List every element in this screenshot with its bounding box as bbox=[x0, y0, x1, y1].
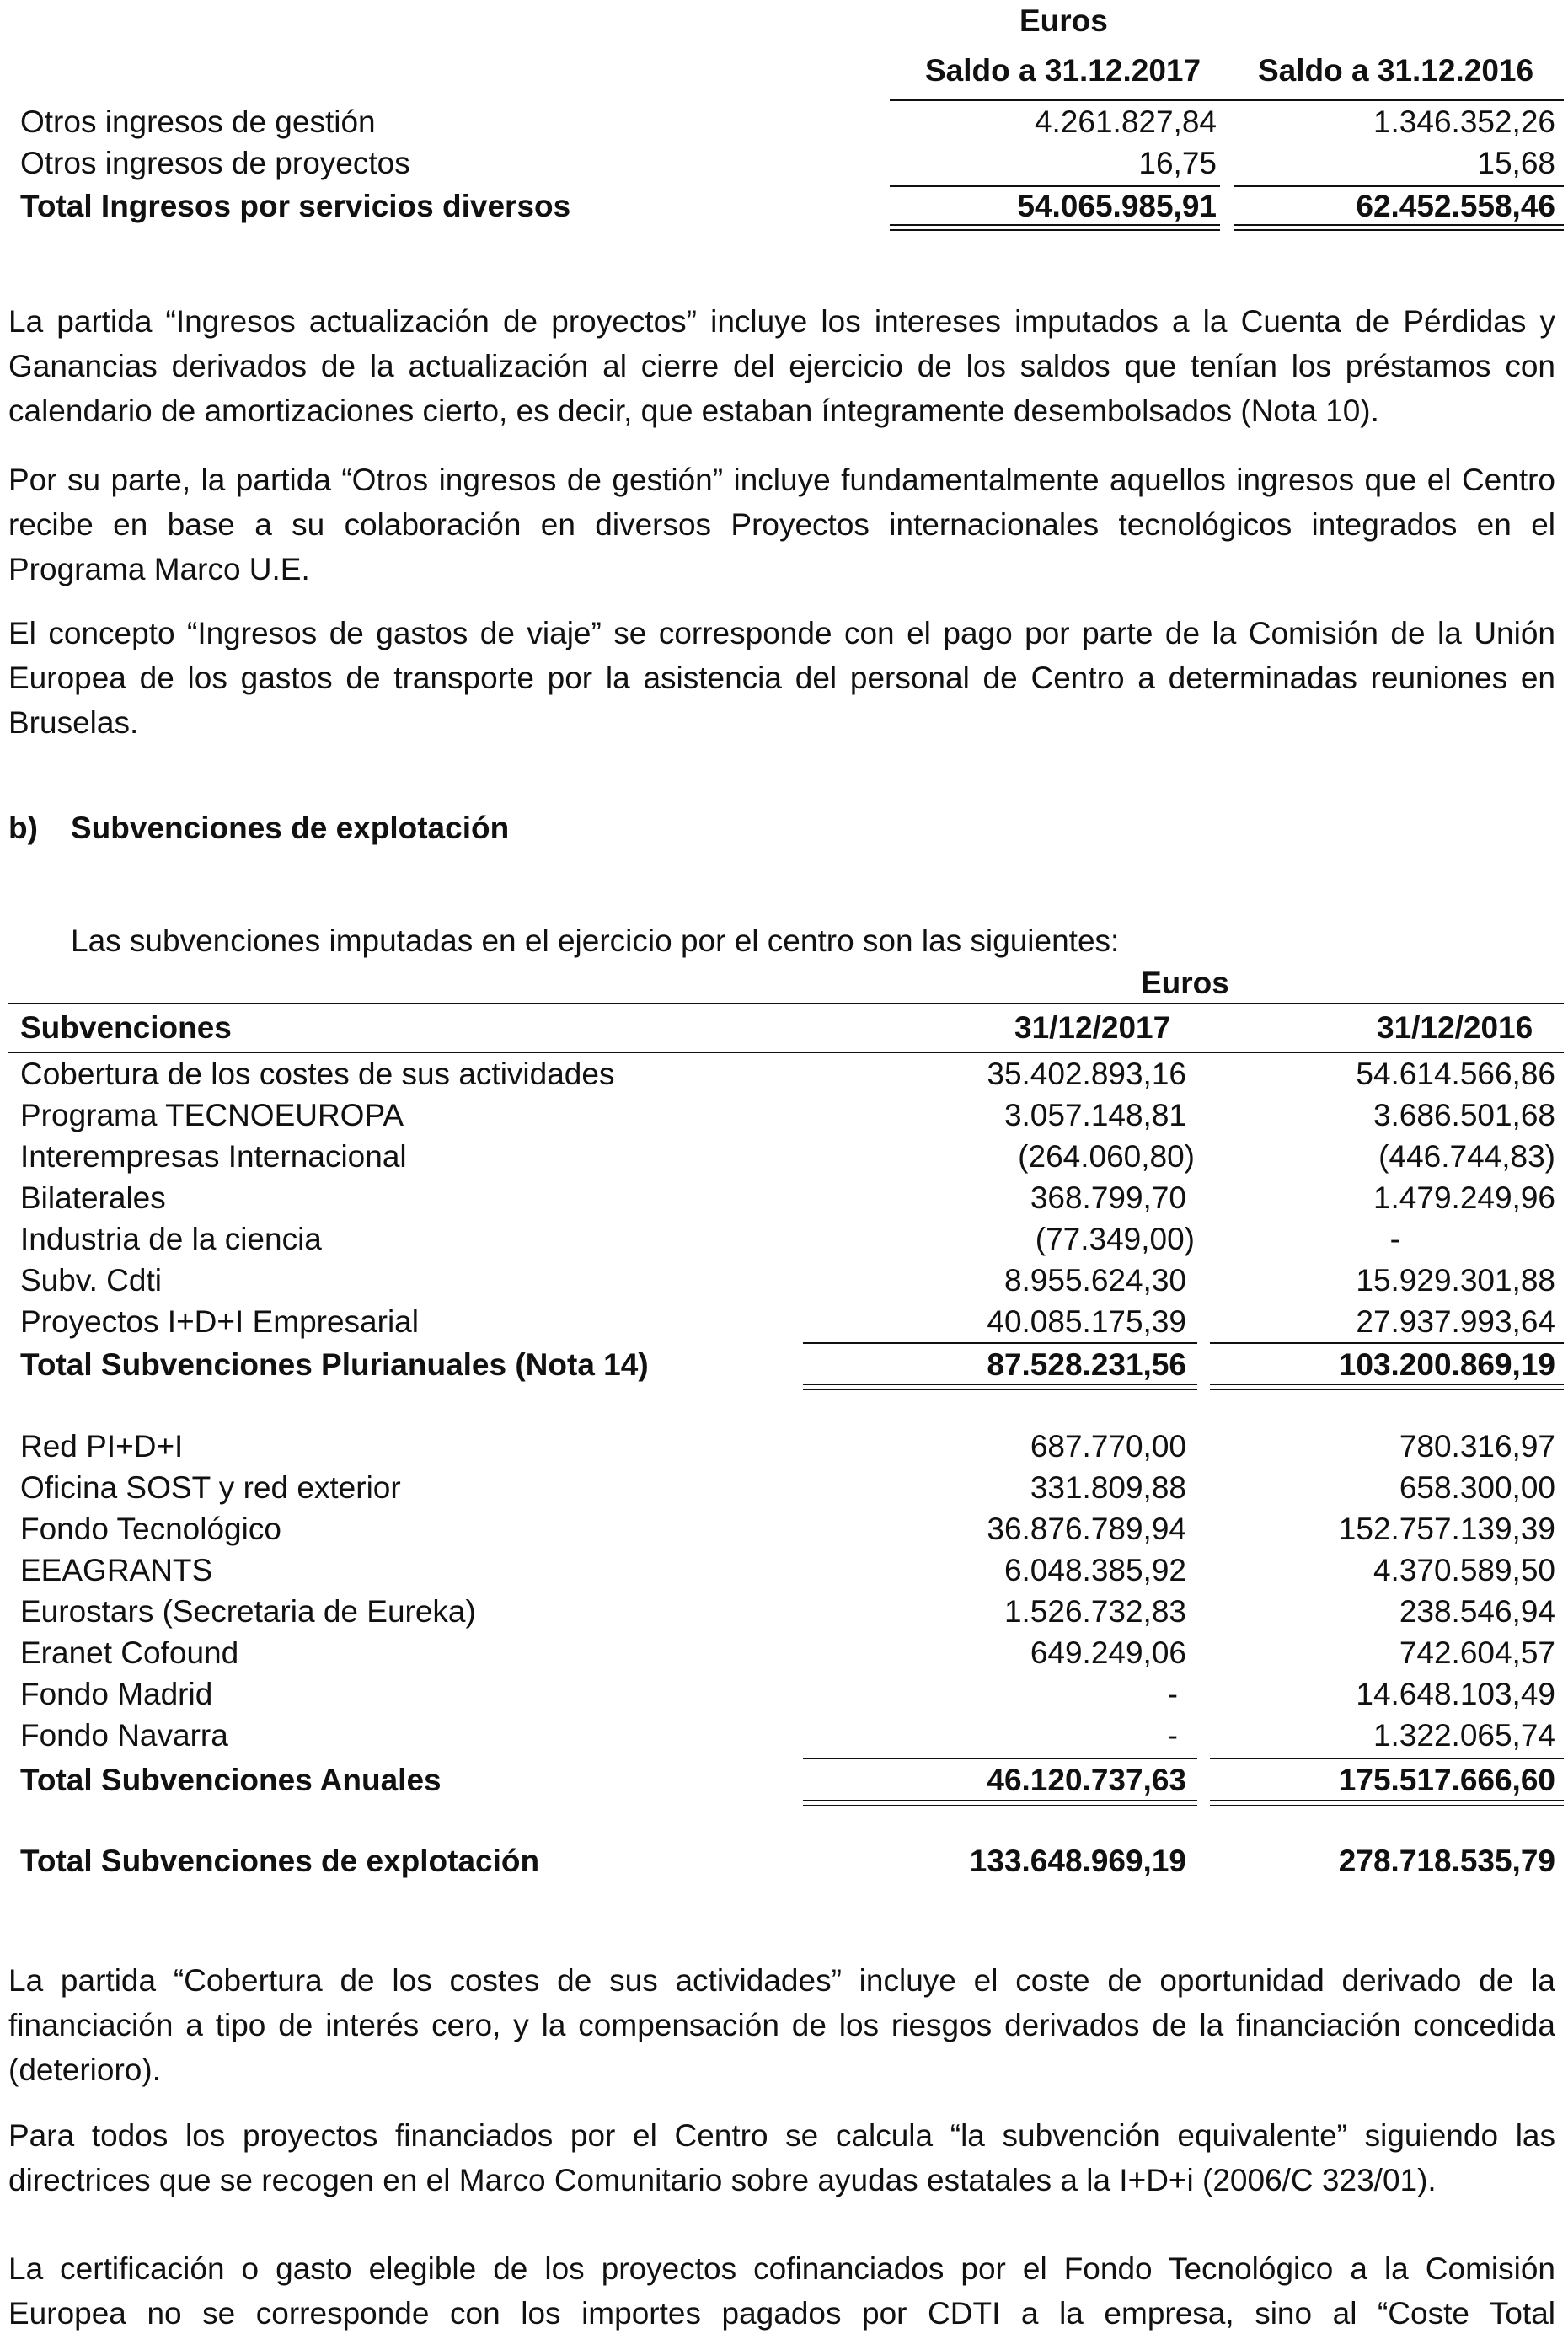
total-double-rule bbox=[1210, 1384, 1564, 1390]
table-total-row bbox=[8, 1344, 1564, 1385]
value-2016: 1.322.065,74 bbox=[1373, 1718, 1555, 1753]
value-2016: 238.546,94 bbox=[1399, 1594, 1555, 1629]
table1-currency-label: Euros bbox=[1019, 3, 1108, 38]
value-2016: 15,68 bbox=[1477, 146, 1555, 180]
row-label: Cobertura de los costes de sus actividades bbox=[20, 1057, 615, 1091]
value-2016: 54.614.566,86 bbox=[1356, 1057, 1555, 1091]
paragraph: La certificación o gasto elegible de los proyectos cofinanciados por el Fondo Tecnológico a la Comisión Europea no se corresponde con los importes pagados por CDTI a la empresa, sino al “Coste Total bbox=[8, 2251, 1555, 2331]
value-2016: 742.604,57 bbox=[1399, 1635, 1555, 1670]
value-2016: (446.744,83) bbox=[1378, 1139, 1555, 1174]
value-2016: 1.346.352,26 bbox=[1373, 104, 1555, 139]
paragraph: El concepto “Ingresos de gastos de viaje” se corresponde con el pago por parte de la Comisión de la Unión Europea de los gastos de transporte por la asistencia del personal de Centro a determinadas reuniones en Bruselas. bbox=[8, 616, 1555, 740]
total-2016: 103.200.869,19 bbox=[1338, 1347, 1555, 1382]
table-total-row bbox=[8, 185, 1564, 227]
total-double-rule bbox=[1210, 1800, 1564, 1806]
table-row bbox=[8, 1260, 1564, 1301]
section-letter: b) bbox=[8, 811, 38, 845]
table-row bbox=[8, 1136, 1564, 1177]
value-2016: 1.479.249,96 bbox=[1373, 1180, 1555, 1215]
paragraph: La partida “Ingresos actualización de proyectos” incluye los intereses imputados a la Cuenta de Pérdidas y Ganancias derivados de la actualización al cierre del ejercicio de los saldos que tenían los préstamos con calendario de amortizaciones cierto, es decir, que estaban íntegramente desembolsados (Nota 10). bbox=[8, 304, 1555, 428]
row-label: Fondo Madrid bbox=[20, 1677, 213, 1711]
table1-col-2017-header: Saldo a 31.12.2017 bbox=[925, 53, 1201, 88]
row-label: Oficina SOST y red exterior bbox=[20, 1470, 401, 1505]
total-label: Total Subvenciones Plurianuales (Nota 14) bbox=[20, 1347, 649, 1382]
row-label: Otros ingresos de proyectos bbox=[20, 146, 410, 180]
table-intro: Las subvenciones imputadas en el ejercicio por el centro son las siguientes: bbox=[71, 923, 1120, 958]
row-label: Proyectos I+D+I Empresarial bbox=[20, 1304, 419, 1339]
total-double-rule bbox=[803, 1800, 1197, 1806]
row-label: Interempresas Internacional bbox=[20, 1139, 407, 1174]
total-2017: 54.065.985,91 bbox=[1017, 189, 1217, 223]
table-row bbox=[8, 1591, 1564, 1632]
table-row bbox=[8, 1095, 1564, 1136]
grand-total-row bbox=[8, 1840, 1564, 1881]
row-label: Programa TECNOEUROPA bbox=[20, 1098, 404, 1132]
value-2016: 14.648.103,49 bbox=[1356, 1677, 1555, 1711]
table-row bbox=[8, 1673, 1564, 1715]
row-label: Otros ingresos de gestión bbox=[20, 104, 376, 139]
value-2017: 6.048.385,92 bbox=[1003, 1553, 1186, 1587]
total-label: Total Subvenciones Anuales bbox=[20, 1763, 442, 1797]
table-total-row bbox=[8, 1759, 1564, 1801]
paragraph: Por su parte, la partida “Otros ingresos de gestión” incluye fundamentalmente aquellos ingresos que el Centro recibe en base a su colaboración en diversos Proyectos internacionales tecnológicos integrados en el Programa Marco U.E. bbox=[8, 463, 1555, 586]
table1-col-2016-header: Saldo a 31.12.2016 bbox=[1258, 53, 1534, 88]
value-2017: 40.085.175,39 bbox=[987, 1304, 1186, 1339]
paragraph: La partida “Cobertura de los costes de sus actividades” incluye el coste de oportunidad derivado de la financiación a tipo de interés cero, y la compensación de los riesgos derivados de la financiación concedida (deterioro). bbox=[8, 1963, 1555, 2087]
value-2017: 36.876.789,94 bbox=[987, 1512, 1186, 1546]
value-2017: (77.349,00) bbox=[1035, 1222, 1195, 1256]
value-2017: 16,75 bbox=[1138, 146, 1217, 180]
section-title: Subvenciones de explotación bbox=[71, 811, 510, 845]
value-2017: 368.799,70 bbox=[1030, 1180, 1186, 1215]
table-row bbox=[8, 1715, 1564, 1756]
table-row bbox=[8, 1508, 1564, 1550]
total-label: Total Ingresos por servicios diversos bbox=[20, 189, 571, 223]
value-2017: 1.526.732,83 bbox=[1003, 1594, 1186, 1629]
value-2017: 8.955.624,30 bbox=[1003, 1263, 1186, 1298]
value-2017: - bbox=[1167, 1718, 1178, 1753]
total-double-rule bbox=[890, 224, 1220, 231]
grand-total-2017: 133.648.969,19 bbox=[969, 1844, 1186, 1878]
grand-total-label: Total Subvenciones de explotación bbox=[20, 1844, 540, 1878]
value-2017: 649.249,06 bbox=[1030, 1635, 1186, 1670]
value-2016: 3.686.501,68 bbox=[1373, 1098, 1555, 1132]
paragraph: Para todos los proyectos financiados por el Centro se calcula “la subvención equivalente” siguiendo las directrices que se recogen en el Marco Comunitario sobre ayudas estatales a la I+D+i (2006/C 323/01). bbox=[8, 2118, 1555, 2197]
value-2016: 4.370.589,50 bbox=[1373, 1553, 1555, 1587]
value-2016: 152.757.139,39 bbox=[1338, 1512, 1555, 1546]
total-2016: 175.517.666,60 bbox=[1338, 1763, 1555, 1797]
value-2017: - bbox=[1167, 1677, 1178, 1711]
row-label: Fondo Navarra bbox=[20, 1718, 228, 1753]
table-row bbox=[8, 1426, 1564, 1467]
table-row bbox=[8, 1218, 1564, 1260]
table-row bbox=[8, 1632, 1564, 1673]
value-2016: 15.929.301,88 bbox=[1356, 1263, 1555, 1298]
value-2017: 4.261.827,84 bbox=[1034, 104, 1217, 139]
grand-total-2016: 278.718.535,79 bbox=[1338, 1844, 1555, 1878]
row-label: Fondo Tecnológico bbox=[20, 1512, 281, 1546]
value-2016: 658.300,00 bbox=[1399, 1470, 1555, 1505]
total-2017: 46.120.737,63 bbox=[987, 1763, 1186, 1797]
table-row bbox=[8, 1301, 1564, 1342]
table-row bbox=[8, 1177, 1564, 1218]
value-2016: 27.937.993,64 bbox=[1356, 1304, 1555, 1339]
total-double-rule bbox=[1234, 224, 1564, 231]
row-label: Subv. Cdti bbox=[20, 1263, 162, 1298]
total-2016: 62.452.558,46 bbox=[1356, 189, 1555, 223]
value-2017: 331.809,88 bbox=[1030, 1470, 1186, 1505]
value-2016: 780.316,97 bbox=[1399, 1429, 1555, 1464]
table-row bbox=[8, 1053, 1564, 1095]
table2-currency-label: Euros bbox=[1141, 966, 1229, 1000]
total-2017: 87.528.231,56 bbox=[987, 1347, 1186, 1382]
table2-col-subvenciones-header: Subvenciones bbox=[20, 1010, 232, 1045]
table-row bbox=[8, 1467, 1564, 1508]
table2-col-2017-header: 31/12/2017 bbox=[1014, 1010, 1171, 1045]
table-row bbox=[8, 1550, 1564, 1591]
table1-header-row bbox=[890, 49, 1564, 101]
value-2017: 35.402.893,16 bbox=[987, 1057, 1186, 1091]
table-row bbox=[8, 142, 1564, 184]
row-label: Red PI+D+I bbox=[20, 1429, 184, 1464]
row-label: Eurostars (Secretaria de Eureka) bbox=[20, 1594, 476, 1629]
row-label: Industria de la ciencia bbox=[20, 1222, 322, 1256]
row-label: EEAGRANTS bbox=[20, 1553, 213, 1587]
table2-header-row bbox=[8, 1003, 1564, 1053]
row-label: Eranet Cofound bbox=[20, 1635, 239, 1670]
value-2017: 3.057.148,81 bbox=[1003, 1098, 1186, 1132]
value-2017: (264.060,80) bbox=[1018, 1139, 1195, 1174]
row-label: Bilaterales bbox=[20, 1180, 166, 1215]
value-2016: - bbox=[1389, 1222, 1400, 1256]
table2-col-2016-header: 31/12/2016 bbox=[1377, 1010, 1533, 1045]
table-row bbox=[8, 101, 1564, 142]
total-double-rule bbox=[803, 1384, 1197, 1390]
value-2017: 687.770,00 bbox=[1030, 1429, 1186, 1464]
